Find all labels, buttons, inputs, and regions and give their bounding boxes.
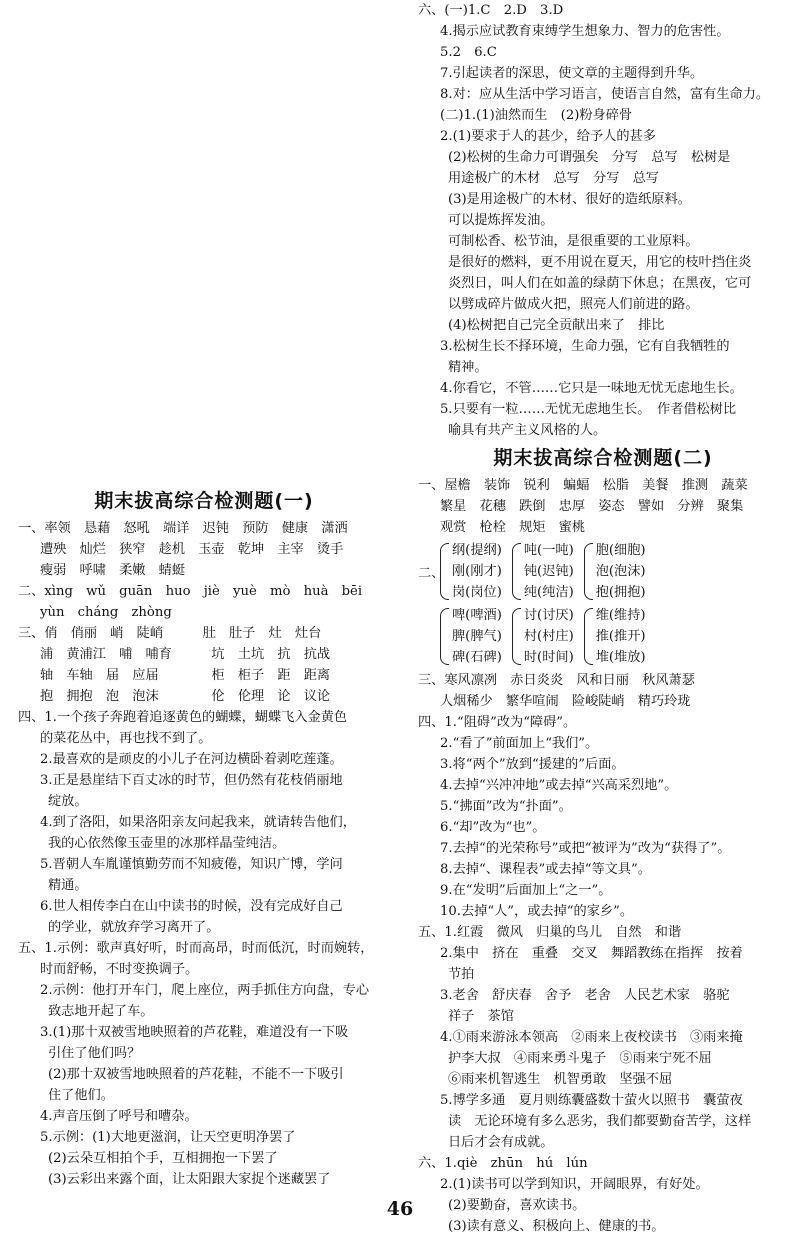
word-pair: 维(维持) — [595, 608, 646, 623]
answer-line: 精神。 — [448, 360, 488, 375]
word-pair: 泡(泡沫) — [595, 564, 646, 579]
answer-line: 轴 车轴 届 应届 柜 柜子 距 距离 — [40, 668, 331, 683]
answers-test2-section-5 — [418, 922, 788, 1153]
answer-line: 四、1.一个孩子奔跑着追逐黄色的蝴蝶，蝴蝶飞入金黄色 — [18, 710, 348, 725]
test-2-title: 期末拔高综合检测题(二) — [493, 447, 713, 469]
answer-line: 5.2 6.C — [440, 45, 497, 60]
answer-line: 2.“看了”前面加上“我们”。 — [440, 736, 599, 751]
word-pair: 吨(一吨) — [523, 543, 574, 558]
answers-test2-section-6 — [418, 1153, 788, 1237]
word-pair: 胞(细胞) — [595, 543, 646, 558]
answer-line: 炎烈日，叫人们在如盖的绿荫下休息；在黑夜，它可 — [448, 276, 752, 291]
answer-line: (2)云朵互相拍个手，互相拥抱一下罢了 — [48, 1151, 278, 1166]
answer-line: 瘦弱 呼啸 柔嫩 蜻蜓 — [40, 563, 186, 578]
section-2-label: 二、 — [418, 566, 445, 581]
answer-line: 我的心依然像玉壶里的冰那样晶莹纯洁。 — [48, 836, 286, 851]
left-blank-area — [18, 0, 390, 484]
answer-line: 5.只要有一粒……无忧无虑地生长。 作者借松树比 — [440, 402, 737, 417]
answer-line: 祥子 茶馆 — [448, 1009, 514, 1024]
answer-line: 致志地开起了车。 — [48, 1004, 154, 1019]
answer-line: 3.老舍 舒庆春 舍予 老舍 人民艺术家 骆驼 — [440, 988, 730, 1003]
answer-line: 是很好的燃料，更不用说在夏天，用它的枝叶挡住炎 — [448, 255, 752, 270]
answer-line: 绽放。 — [48, 794, 88, 809]
answer-line: 观赏 枪栓 规矩 蜜桃 — [440, 520, 586, 535]
answer-line: 6.世人相传李白在山中读书的时候，没有完成好自己 — [40, 899, 343, 914]
answers-section-2-pinyin — [18, 581, 390, 623]
answer-line: 三、寒风凛冽 赤日炎炎 风和日丽 秋风萧瑟 — [418, 673, 695, 688]
answer-line: 一、率领 恳藉 怒吼 端详 迟钝 预防 健康 潇洒 — [18, 521, 348, 536]
answer-line: (2)要勤奋，喜欢读书。 — [448, 1198, 586, 1213]
answer-line: 3.将“两个”放到“援建的”后面。 — [440, 757, 625, 772]
answer-line: 7.去掉“的光荣称号”或把“被评为”改为“获得了”。 — [440, 841, 731, 856]
answer-line: (2)那十双被雪地映照着的芦花鞋，不能不一下吸引 — [48, 1067, 344, 1082]
answers-test2-section-2-row-1 — [418, 540, 788, 603]
left-brace — [584, 543, 593, 600]
answer-line: 5.“拂面”改为“扑面”。 — [440, 799, 572, 814]
answer-line: 3.松树生长不择环境，生命力强，它有自我牺牲的 — [440, 339, 730, 354]
answer-line: 2.示例：他打开车门，爬上座位，两手抓住方向盘，专心 — [40, 983, 370, 998]
answer-line: 4.到了洛阳，如果洛阳亲友问起我来，就请转告他们， — [40, 815, 356, 830]
answer-line: 可以提炼挥发油。 — [448, 213, 554, 228]
answer-line: 一、屋檐 装饰 锐利 蝙蝠 松脂 美餐 推测 蔬菜 — [418, 478, 748, 493]
answers-test2-section-3-idioms — [418, 670, 788, 712]
answer-line: 4.①雨来游泳本领高 ②雨来上夜校读书 ③雨来掩 — [440, 1030, 743, 1045]
answer-line: 喻具有共产主义风格的人。 — [448, 423, 607, 438]
answer-line: 引住了他们吗？ — [48, 1046, 141, 1061]
answer-line: 遭殃 灿烂 狭窄 趁机 玉壶 乾坤 主宰 烫手 — [40, 542, 344, 557]
answer-line: 六、1.qiè zhūn hú lún — [418, 1156, 588, 1171]
word-pair: 时(时间) — [523, 650, 574, 665]
answer-line: 4.声音压倒了呼号和嘈杂。 — [40, 1109, 198, 1124]
word-pair: 讨(讨厌) — [523, 608, 574, 623]
answer-line: 读 无论环境有多么恶劣，我们都要勤奋苦学，这样 — [448, 1114, 752, 1129]
page-number: 46 — [386, 1198, 414, 1220]
answer-line: 10.去掉“人”，或去掉“的家乡”。 — [440, 904, 634, 919]
answers-section-1-vocab — [18, 518, 390, 581]
answer-line: (3)是用途极广的木材、很好的造纸原料。 — [448, 192, 691, 207]
brace-group — [584, 540, 646, 603]
answer-line: 六、(一)1.C 2.D 3.D — [418, 3, 564, 18]
answer-line: 五、1.示例：歌声真好听，时而高昂，时而低沉，时而婉转， — [18, 941, 374, 956]
word-pair: 纲(提纲) — [452, 543, 502, 558]
answer-line: 日后才会有成就。 — [448, 1135, 554, 1150]
answers-section-3-word-pairs — [18, 623, 390, 707]
answer-line: 7.引起读者的深思，使文章的主题得到升华。 — [440, 66, 704, 81]
answer-line: 4.去掉“兴冲冲地”或去掉“兴高采烈地”。 — [440, 778, 678, 793]
answer-line: 4.揭示应试教育束缚学生想象力、智力的危害性。 — [440, 24, 730, 39]
answers-section-4-translation — [18, 707, 390, 938]
answer-line: 2.集中 挤在 重叠 交叉 舞蹈教练在指挥 按着 — [440, 946, 743, 961]
word-pair: 堆(堆放) — [595, 650, 646, 665]
answer-line: 2.(1)要求于人的甚少，给予人的甚多 — [440, 129, 656, 144]
answer-line: 三、俏 俏丽 峭 陡峭 肚 肚子 灶 灶台 — [18, 626, 322, 641]
answer-line: 4.你看它，不管……它只是一味地无忧无虑地生长。 — [440, 381, 743, 396]
word-pair: 岗(岗位) — [452, 585, 502, 600]
answer-line: 8.去掉“、课程表”或去掉“等文具”。 — [440, 862, 651, 877]
answer-line: 的菜花丛中，再也找不到了。 — [40, 731, 212, 746]
answer-line: 人烟稀少 繁华喧闹 险峻陡峭 精巧玲珑 — [440, 694, 691, 709]
word-pair: 碑(石碑) — [452, 650, 502, 665]
word-pair: 抱(拥抱) — [595, 585, 646, 600]
answer-line: 时而舒畅，不时变换调子。 — [40, 962, 199, 977]
answer-line: 2.(1)读书可以学到知识，开阔眼界，有好处。 — [440, 1177, 709, 1192]
word-pair: 刚(刚才) — [452, 564, 502, 579]
answer-line: 以劈成碎片做成火把，照亮人们前进的路。 — [448, 297, 699, 312]
brace-group — [512, 605, 574, 668]
answer-line: 护李大叔 ④雨来勇斗鬼子 ⑤雨来宁死不屈 — [448, 1051, 712, 1066]
answer-line: 6.“却”改为“也”。 — [440, 820, 546, 835]
answers-section-5-rewrite — [18, 938, 390, 1190]
left-brace — [512, 543, 521, 600]
answers-test2-section-1-vocab — [418, 475, 788, 538]
answer-line: 8.对：应从生活中学习语言，使语言自然，富有生命力。 — [440, 87, 770, 102]
answer-line: (3)云彩出来露个面，让太阳跟大家捉个迷藏罢了 — [48, 1172, 331, 1187]
answer-line: 节拍 — [448, 967, 475, 982]
word-pair: 钝(迟钝) — [523, 564, 574, 579]
left-brace — [440, 543, 449, 600]
answer-line: 五、1.红霞 微风 归巢的鸟儿 自然 和谐 — [418, 925, 682, 940]
answer-line: (4)松树把自己完全贡献出来了 排比 — [448, 318, 665, 333]
left-brace — [512, 608, 521, 665]
answer-line: (二)1.(1)油然而生 (2)粉身碎骨 — [440, 108, 633, 123]
answer-line: (3)读有意义、积极向上、健康的书。 — [448, 1219, 665, 1234]
brace-group — [584, 605, 646, 668]
answer-line: 5.示例：(1)大地更滋润，让天空更明净罢了 — [40, 1130, 296, 1145]
answer-line: ⑥雨来机智逃生 机智勇敢 坚强不屈 — [448, 1072, 673, 1087]
answer-line: 5.晋朝人车胤谨慎勤劳而不知疲倦，知识广博，学问 — [40, 857, 343, 872]
answers-test2-section-2-row-2 — [418, 605, 788, 668]
word-pair: 纯(纯洁) — [523, 585, 574, 600]
answers-test1-section-6-reading — [418, 0, 788, 441]
answer-line: 可制松香、松节油，是很重要的工业原料。 — [448, 234, 699, 249]
answer-line: 浦 黄浦江 哺 哺育 坑 土坑 抗 抗战 — [40, 647, 331, 662]
right-column — [418, 0, 788, 1237]
left-brace — [584, 608, 593, 665]
answer-line: 的学业，就放弃学习离开了。 — [48, 920, 220, 935]
word-pair: 脾(脾气) — [452, 629, 502, 644]
answer-line: 繁星 花穗 跌倒 忠厚 姿态 譬如 分辨 聚集 — [440, 499, 744, 514]
brace-group — [512, 540, 574, 603]
answer-line: 四、1.“阻碍”改为“障碍”。 — [418, 715, 577, 730]
answer-line: 住了他们。 — [48, 1088, 114, 1103]
answer-line: 5.博学多通 夏月则练囊盛数十萤火以照书 囊萤夜 — [440, 1093, 743, 1108]
brace-group — [440, 540, 502, 603]
answer-line: 2.最喜欢的是顽皮的小儿子在河边横卧着剥吃莲蓬。 — [40, 752, 343, 767]
brace-group — [440, 605, 502, 668]
answer-line: 精通。 — [48, 878, 88, 893]
left-brace — [440, 608, 449, 665]
answer-line: yùn cháng zhòng — [40, 605, 172, 620]
answer-line: (2)松树的生命力可谓强矣 分写 总写 松树是 — [448, 150, 731, 165]
answer-line: 3.(1)那十双被雪地映照着的芦花鞋，难道没有一下吸 — [40, 1025, 349, 1040]
word-pair: 推(推开) — [595, 629, 646, 644]
test-1-title: 期末拔高综合检测题(一) — [94, 490, 314, 512]
answer-line: 9.在“发明”后面加上“之一”。 — [440, 883, 612, 898]
answers-test2-section-4-corrections — [418, 712, 788, 922]
word-pair: 啤(啤酒) — [452, 608, 502, 623]
answer-line: 3.正是悬崖结下百丈冰的时节，但仍然有花枝俏丽地 — [40, 773, 343, 788]
answer-line: 用途极广的木材 总写 分写 总写 — [448, 171, 659, 186]
word-pair: 村(村庄) — [523, 629, 574, 644]
left-column — [18, 0, 390, 1190]
answer-line: 抱 拥抱 泡 泡沫 伦 伦理 论 议论 — [40, 689, 331, 704]
answer-line: 二、xìng wǔ guān huo jiè yuè mò huà bēi — [18, 584, 363, 599]
